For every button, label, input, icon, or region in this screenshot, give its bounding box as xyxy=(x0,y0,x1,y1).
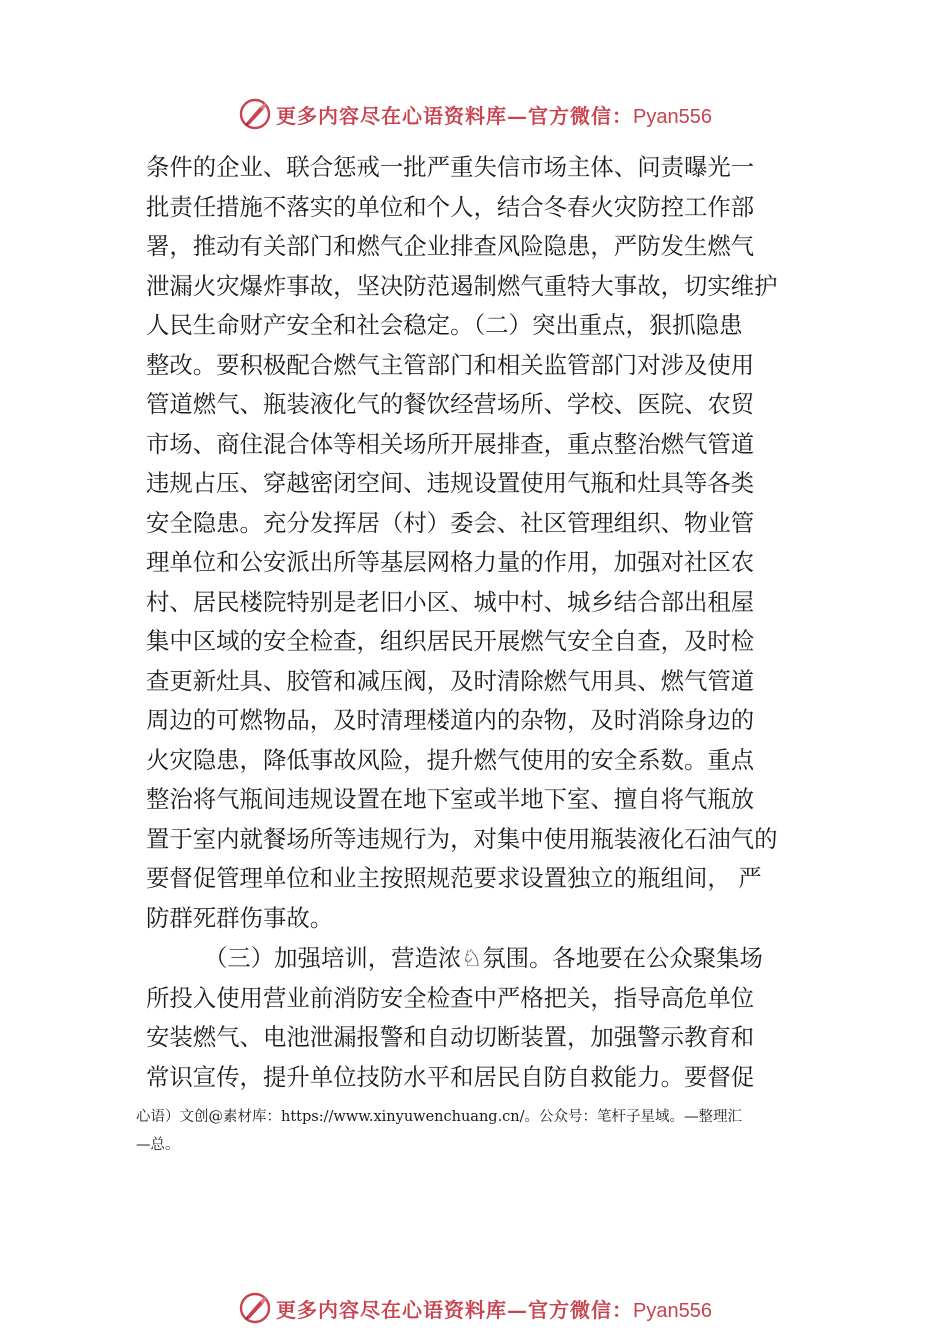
body-line: 村、居民楼院特别是老旧小区、城中村、城乡结合部出租屋 xyxy=(146,587,755,616)
body-line: 所投入使用营业前消防安全检查中严格把关，指导高危单位 xyxy=(146,983,755,1012)
body-line: 违规占压、穿越密闭空间、违规设置使用气瓶和灶具等各类 xyxy=(146,469,755,497)
body-line: 署，推动有关部门和燃气企业排查风险隐患，严防发生燃气 xyxy=(146,232,755,260)
document-body xyxy=(146,148,826,1097)
body-line: 防群死群伤事故。 xyxy=(146,903,334,932)
footnote-line: —总。 xyxy=(136,1137,180,1153)
pen-quill-logo-icon xyxy=(238,97,272,131)
body-line: 批责任措施不落实的单位和个人，结合冬春火灾防控工作部 xyxy=(146,192,755,221)
body-line: 查更新灶具、胶管和减压阀，及时清除燃气用具、燃气管道 xyxy=(146,666,755,695)
wechat-id: Pyan556 xyxy=(633,1299,712,1322)
body-line: 泄漏火灾爆炸事故，坚决防范遏制燃气重特大事故，切实维护 xyxy=(146,271,778,300)
body-line: 常识宣传，提升单位技防水平和居民自防自救能力。要督促 xyxy=(146,1062,755,1091)
pen-quill-logo-icon xyxy=(238,1291,272,1325)
wechat-id: Pyan556 xyxy=(633,105,712,128)
footnote-line: 心语）文创@素材库：https://www.xinyuwenchuang.cn/。公众号：笔杆子星域。—整理汇 xyxy=(136,1109,743,1125)
body-line: 周边的可燃物品，及时清理楼道内的杂物，及时消除身边的 xyxy=(146,706,755,734)
body-line: 整治将气瓶间违规设置在地下室或半地下室、擅自将气瓶放 xyxy=(146,785,755,813)
body-line: 火灾隐患，降低事故风险，提升燃气使用的安全系数。重点 xyxy=(146,745,755,774)
body-line: 管道燃气、瓶装液化气的餐饮经营场所、学校、医院、农贸 xyxy=(146,390,755,418)
body-line: 整改。要积极配合燃气主管部门和相关监管部门对涉及使用 xyxy=(146,350,755,379)
body-line: 条件的企业、联合惩戒一批严重失信市场主体、问责曝光一 xyxy=(146,153,755,181)
body-line: 集中区域的安全检查，组织居民开展燃气安全自查，及时检 xyxy=(146,627,755,655)
body-line: 理单位和公安派出所等基层网格力量的作用，加强对社区农 xyxy=(146,548,755,576)
section-heading-line: （三）加强培训，营造浓♘氛围。各地要在公众聚集场 xyxy=(204,944,763,972)
watermark-text: 更多内容尽在心语资料库—官方微信：Pyan556 xyxy=(276,1297,712,1322)
body-line: 要督促管理单位和业主按照规范要求设置独立的瓶组间， 严 xyxy=(146,864,762,892)
watermark-text: 更多内容尽在心语资料库—官方微信：Pyan556 xyxy=(276,103,712,128)
source-footnote xyxy=(136,1103,846,1159)
header-watermark-banner xyxy=(0,94,950,134)
body-line: 市场、商住混合体等相关场所开展排查，重点整治燃气管道 xyxy=(146,429,755,458)
body-line: 安全隐患。充分发挥居（村）委会、社区管理组织、物业管 xyxy=(146,508,755,537)
body-line: 置于室内就餐场所等违规行为，对集中使用瓶装液化石油气的 xyxy=(146,824,778,853)
body-line: 安装燃气、电池泄漏报警和自动切断装置，加强警示教育和 xyxy=(146,1023,755,1051)
footer-watermark-banner xyxy=(0,1288,950,1328)
body-line: 人民生命财产安全和社会稳定。（二）突出重点，狠抓隐患 xyxy=(146,311,743,339)
